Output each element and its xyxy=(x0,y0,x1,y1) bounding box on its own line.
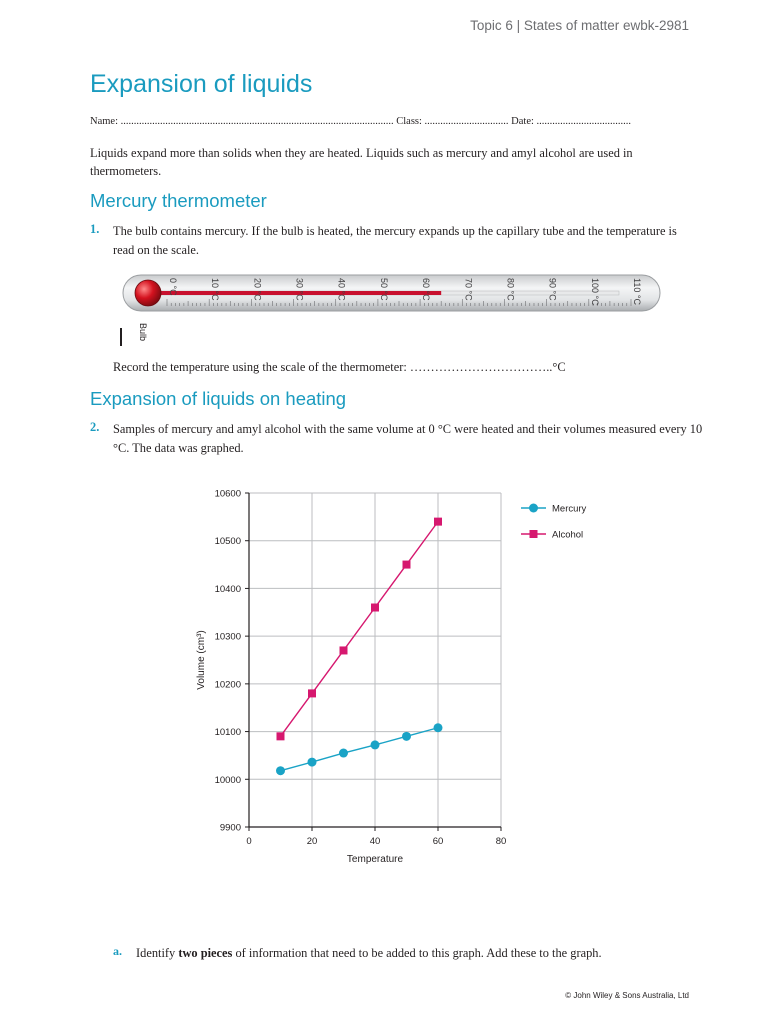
record-temperature-line: Record the temperature using the scale of the thermometer: ……………………………..°C xyxy=(113,360,566,374)
y-tick-label: 9900 xyxy=(219,822,241,834)
question-a-bold: two pieces xyxy=(178,946,233,960)
question-a-number: a. xyxy=(113,944,122,958)
data-point-mercury xyxy=(308,758,317,767)
data-point-alcohol xyxy=(340,646,348,654)
data-point-mercury xyxy=(402,732,411,741)
question-a-text xyxy=(136,944,602,963)
section-heading-expansion-on-heating: Expansion of liquids on heating xyxy=(90,388,347,409)
scale-label: 40 °C xyxy=(336,278,347,301)
legend-label-mercury: Mercury xyxy=(552,503,587,515)
y-tick-label: 10000 xyxy=(214,774,241,786)
data-point-alcohol xyxy=(371,604,379,612)
data-point-alcohol xyxy=(277,732,285,740)
page-title: Expansion of liquids xyxy=(90,70,313,98)
x-tick-label: 80 xyxy=(495,836,507,847)
x-tick-label: 0 xyxy=(246,836,252,847)
data-point-alcohol xyxy=(403,561,411,569)
scale-label: 90 °C xyxy=(547,278,558,301)
y-tick-label: 10400 xyxy=(214,583,241,595)
x-tick-label: 20 xyxy=(306,836,318,847)
x-axis-label: Temperature xyxy=(346,854,404,865)
scale-label: 30 °C xyxy=(294,278,305,301)
y-tick-label: 10200 xyxy=(214,679,241,691)
data-point-alcohol xyxy=(308,689,316,697)
question-1-text: The bulb contains mercury. If the bulb is heated, the mercury expands up the capillary tube and the temperature is read on the scale. xyxy=(113,224,677,257)
series-line-alcohol xyxy=(281,522,439,737)
mercury-bulb xyxy=(135,280,161,306)
scale-label: 50 °C xyxy=(378,278,389,301)
data-point-mercury xyxy=(371,740,380,749)
section-heading-mercury-thermometer: Mercury thermometer xyxy=(90,190,267,211)
question-2-text: Samples of mercury and amyl alcohol with the same volume at 0 °C were heated and their volumes measured every 10 °C. The data was graphed. xyxy=(113,422,703,455)
scale-label: 10 °C xyxy=(210,278,221,301)
legend-marker-mercury xyxy=(529,504,538,513)
question-1-number: 1. xyxy=(90,222,100,236)
data-point-alcohol xyxy=(434,518,442,526)
y-tick-label: 10500 xyxy=(214,536,241,548)
bulb-label: Bulb xyxy=(138,323,148,342)
data-point-mercury xyxy=(276,766,285,775)
volume-temperature-chart xyxy=(186,478,616,878)
scale-label: 80 °C xyxy=(505,278,516,301)
topic-header: Topic 6 | States of matter ewbk-2981 xyxy=(470,18,689,33)
name-class-date-line: Name: ........................................................................................................ Class: ................................ Date: .................................... xyxy=(90,116,632,127)
copyright-notice: © John Wiley & Sons Australia, Ltd xyxy=(565,991,689,1000)
series-line-mercury xyxy=(281,728,439,771)
question-a-text-start: Identify xyxy=(136,946,179,960)
scale-label: 70 °C xyxy=(463,278,474,301)
x-tick-label: 40 xyxy=(369,836,381,847)
intro-paragraph: Liquids expand more than solids when they are heated. Liquids such as mercury and amyl alcohol are used in thermometers. xyxy=(90,146,633,178)
y-tick-label: 10300 xyxy=(214,631,241,643)
thermometer-diagram xyxy=(115,268,665,350)
y-axis-label: Volume (cm³) xyxy=(196,630,207,690)
data-point-mercury xyxy=(434,723,443,732)
bulb-pointer-line xyxy=(120,328,122,346)
legend-marker-alcohol xyxy=(530,530,538,538)
scale-label: 20 °C xyxy=(252,278,263,301)
scale-label: 100 °C xyxy=(589,278,600,306)
x-tick-label: 60 xyxy=(432,836,444,847)
data-point-mercury xyxy=(339,749,348,758)
y-tick-label: 10600 xyxy=(214,488,241,500)
legend-label-alcohol: Alcohol xyxy=(552,529,584,541)
scale-label: 0 °C xyxy=(168,278,178,296)
y-tick-label: 10100 xyxy=(214,727,241,739)
question-2-number: 2. xyxy=(90,420,100,434)
question-a-text-end: of information that need to be added to this graph. Add these to the graph. xyxy=(232,946,602,960)
scale-label: 110 °C xyxy=(632,278,642,305)
scale-label: 60 °C xyxy=(421,278,432,301)
